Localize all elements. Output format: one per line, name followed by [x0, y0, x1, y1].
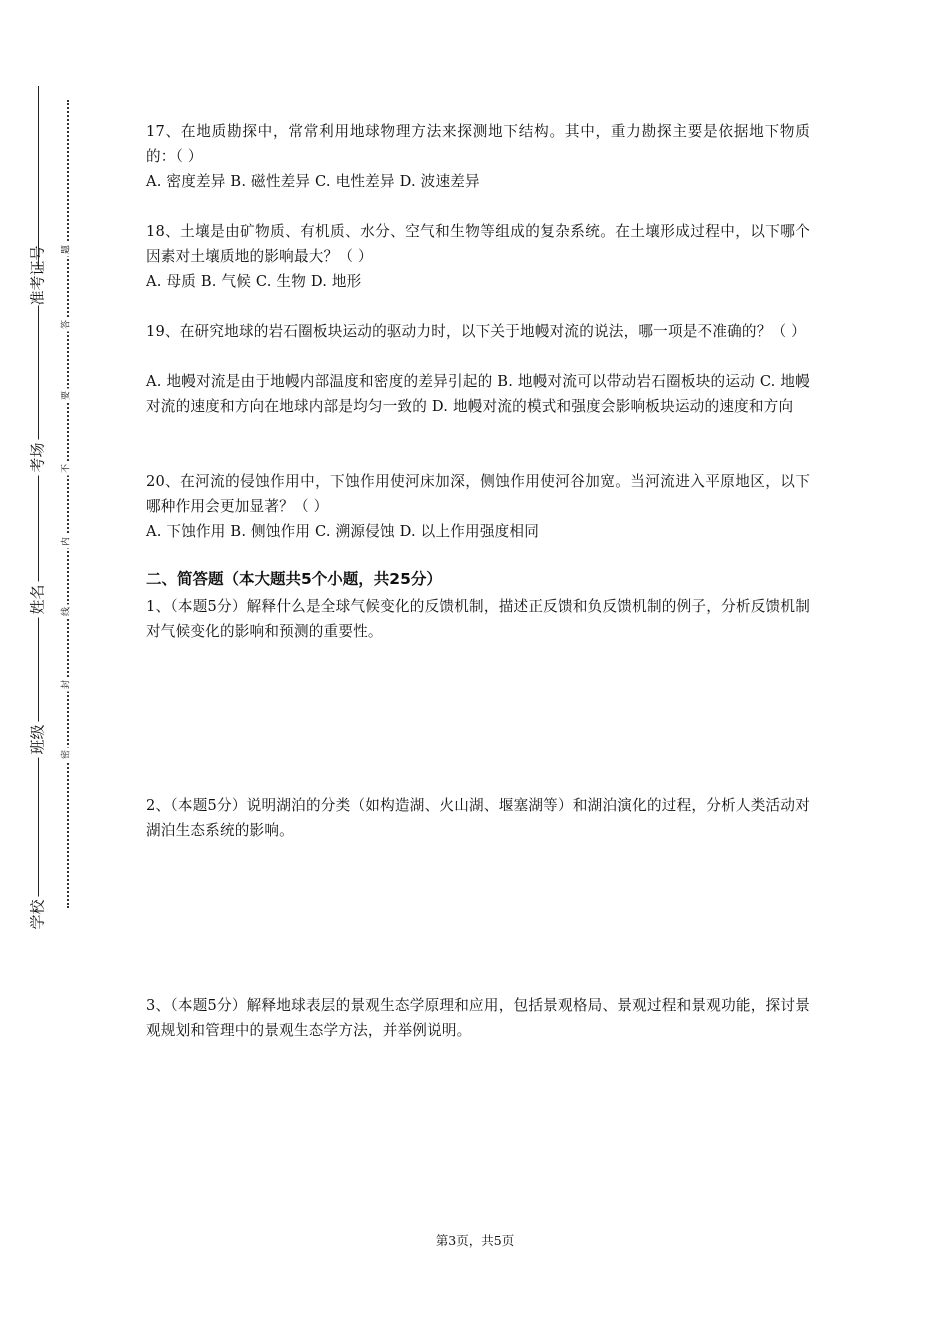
question-text: 18、土壤是由矿物质、有机质、水分、空气和生物等组成的复杂系统。在土壤形成过程中，以下哪个因素对土壤质地的影响最大？（ ）: [146, 223, 810, 265]
binding-solid-line: [38, 86, 39, 924]
seal-char: 线: [61, 605, 74, 619]
question-text: 20、在河流的侵蚀作用中，下蚀作用使河床加深，侧蚀作用使河谷加宽。当河流进入平原地区，以下哪种作用会更加显著？（ ）: [146, 473, 810, 515]
seal-char: 要: [61, 389, 74, 403]
question-text: 19、在研究地球的岩石圈板块运动的驱动力时，以下关于地幔对流的说法，哪一项是不准确的？（ ）: [146, 323, 806, 340]
seal-char: 密: [61, 748, 74, 762]
short-answer-3: 3、（本题5分）解释地球表层的景观生态学原理和应用，包括景观格局、景观过程和景观功能，探讨景观规划和管理中的景观生态学方法，并举例说明。: [146, 997, 810, 1039]
field-label-exam-id: 准考证号: [28, 245, 47, 306]
page-footer: 第3页，共5页: [435, 1233, 515, 1248]
seal-char: 不: [61, 462, 74, 476]
field-label-class: 班级: [29, 722, 48, 758]
question-options: A. 母质 B. 气候 C. 生物 D. 地形: [146, 273, 362, 290]
section-title: 二、简答题（本大题共5个小题，共25分）: [146, 570, 442, 588]
seal-char: 内: [61, 535, 74, 549]
question-options: A. 密度差异 B. 磁性差异 C. 电性差异 D. 波速差异: [146, 173, 480, 190]
question-options: A. 下蚀作用 B. 侧蚀作用 C. 溯源侵蚀 D. 以上作用强度相同: [146, 523, 539, 540]
short-answer-1: 1、（本题5分）解释什么是全球气候变化的反馈机制，描述正反馈和负反馈机制的例子，分析反馈机制对气候变化的影响和预测的重要性。: [146, 598, 810, 640]
seal-char: 答: [61, 318, 74, 332]
question-options: A. 地幔对流是由于地幔内部温度和密度的差异引起的 B. 地幔对流可以带动岩石圈板块的运动 C. 地幔对流的速度和方向在地球内部是均匀一致的 D. 地幔对流的模式和强度会影响板块运动的速度和方向: [146, 373, 810, 415]
seal-char: 题: [61, 243, 74, 257]
question-text: 17、在地质勘探中，常常利用地球物理方法来探测地下结构。其中，重力勘探主要是依据地下物质的：（ ）: [146, 123, 810, 165]
seal-char: 封: [61, 678, 74, 692]
short-answer-2: 2、（本题5分）说明湖泊的分类（如构造湖、火山湖、堰塞湖等）和湖泊演化的过程，分析人类活动对湖泊生态系统的影响。: [146, 797, 810, 839]
field-label-school: 学校: [29, 897, 48, 933]
binding-dotted-line: [67, 100, 69, 908]
field-label-exam-room: 考场: [29, 440, 48, 476]
field-label-name: 姓名: [29, 582, 48, 618]
